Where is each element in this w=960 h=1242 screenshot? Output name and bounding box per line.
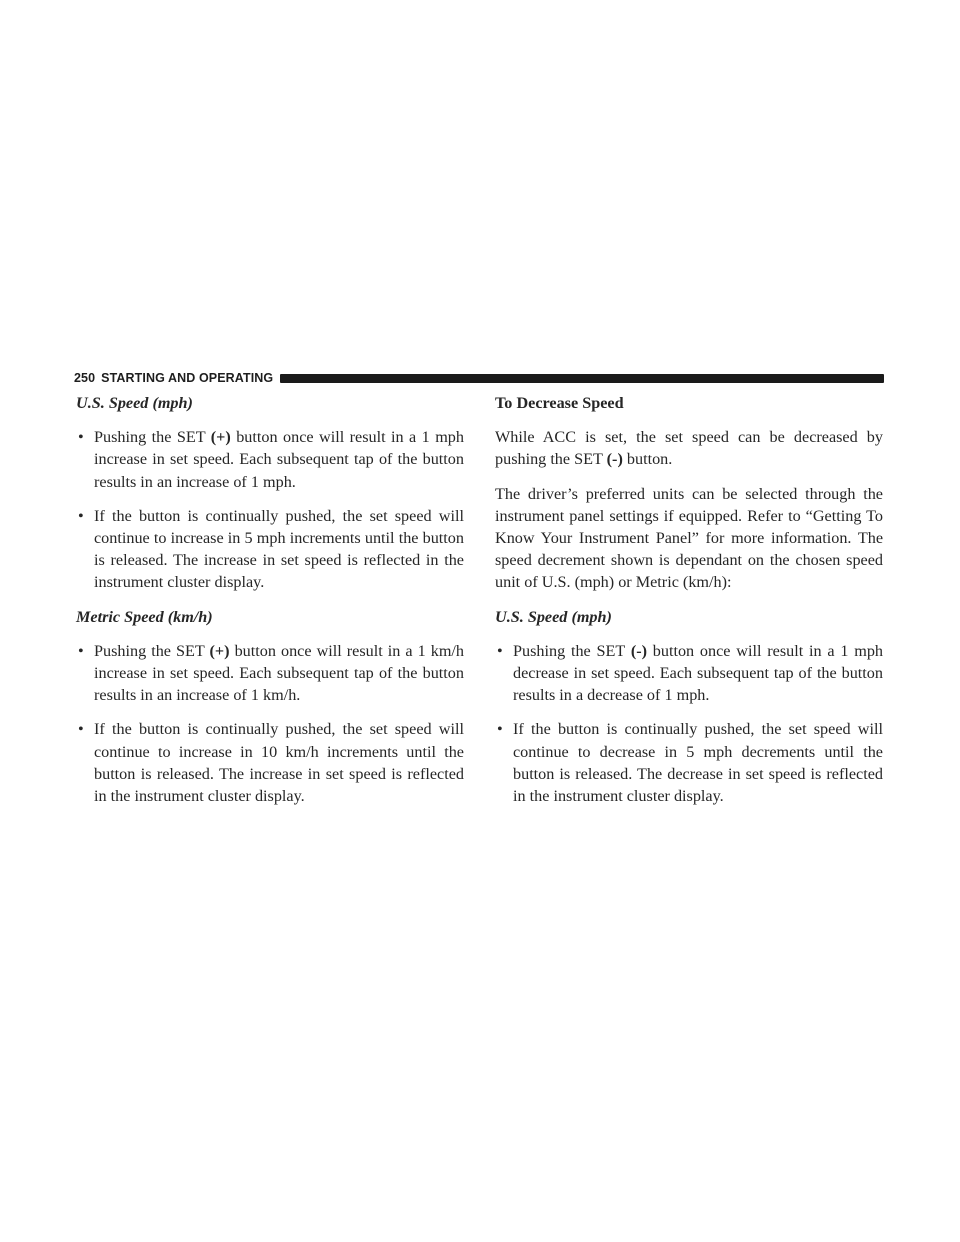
bullet-icon: • <box>78 428 84 447</box>
set-minus-button-label: (-) <box>630 641 647 660</box>
item-text: If the button is continually pushed, the set speed will continue to increase in 5 mph increments until the button is released. The increase in set speed is reflected in the instrument cluster display. <box>94 506 464 592</box>
para-text-pre: While ACC is set, the set speed can be decreased by pushing the SET <box>495 428 883 469</box>
set-plus-button-label: (+) <box>209 641 230 660</box>
bullet-icon: • <box>78 506 84 525</box>
bullet-icon: • <box>497 720 503 739</box>
us-speed-subheading: U.S. Speed (mph) <box>76 394 193 412</box>
list-item <box>76 426 464 493</box>
item-text-pre: Pushing the SET <box>94 428 211 447</box>
item-text-post: button once will result in a 1 km/h increase in set speed. Each subsequent tap of the button results in an increase of 1 km/h. <box>94 641 465 705</box>
list-item <box>76 718 464 807</box>
right-column <box>495 392 883 819</box>
bullet-icon: • <box>78 641 84 660</box>
set-plus-button-label: (+) <box>210 428 231 447</box>
list-item <box>76 640 464 707</box>
para-text-post: button. <box>622 450 673 469</box>
decrease-speed-heading: To Decrease Speed <box>495 394 624 412</box>
item-text-post: button once will result in a 1 mph decrease in set speed. Each subsequent tap of the button results in a decrease of 1 mph. <box>513 641 884 705</box>
item-text-pre: Pushing the SET <box>94 641 210 660</box>
us-speed-decrease-list <box>495 640 883 807</box>
decrease-intro-paragraph <box>495 426 883 470</box>
us-speed-subheading: U.S. Speed (mph) <box>495 607 612 626</box>
metric-speed-subheading: Metric Speed (km/h) <box>76 607 213 626</box>
bullet-icon: • <box>78 720 84 739</box>
list-item <box>76 505 464 594</box>
us-speed-increase-list <box>76 426 464 593</box>
item-text-pre: Pushing the SET <box>513 641 631 660</box>
item-text: If the button is continually pushed, the set speed will continue to decrease in 5 mph decrements until the button is released. The decrease in set speed is reflected in the instrument cluster display. <box>513 720 883 806</box>
list-item <box>495 718 883 807</box>
page-header <box>74 369 884 387</box>
list-item <box>495 640 883 707</box>
bullet-icon: • <box>497 641 503 660</box>
left-column <box>76 392 464 819</box>
item-text-post: button once will result in a 1 mph increase in set speed. Each subsequent tap of the button results in an increase of 1 mph. <box>94 428 464 491</box>
header-rule <box>280 374 884 383</box>
page-number: 250 <box>74 371 96 385</box>
set-minus-button-label: (-) <box>606 450 623 469</box>
item-text: If the button is continually pushed, the set speed will continue to increase in 10 km/h increments until the button is released. The increase in set speed is reflected in the instrument cluster display. <box>94 720 464 806</box>
units-paragraph: The driver’s preferred units can be selected through the instrument panel settings if equipped. Refer to “Getting To Know Your Instrument Panel” for more information. The speed decrement shown is dependant on the chosen speed unit of U.S. (mph) or Metric (km/h): <box>495 484 883 592</box>
metric-speed-increase-list <box>76 640 464 807</box>
section-title: STARTING AND OPERATING <box>101 371 274 385</box>
